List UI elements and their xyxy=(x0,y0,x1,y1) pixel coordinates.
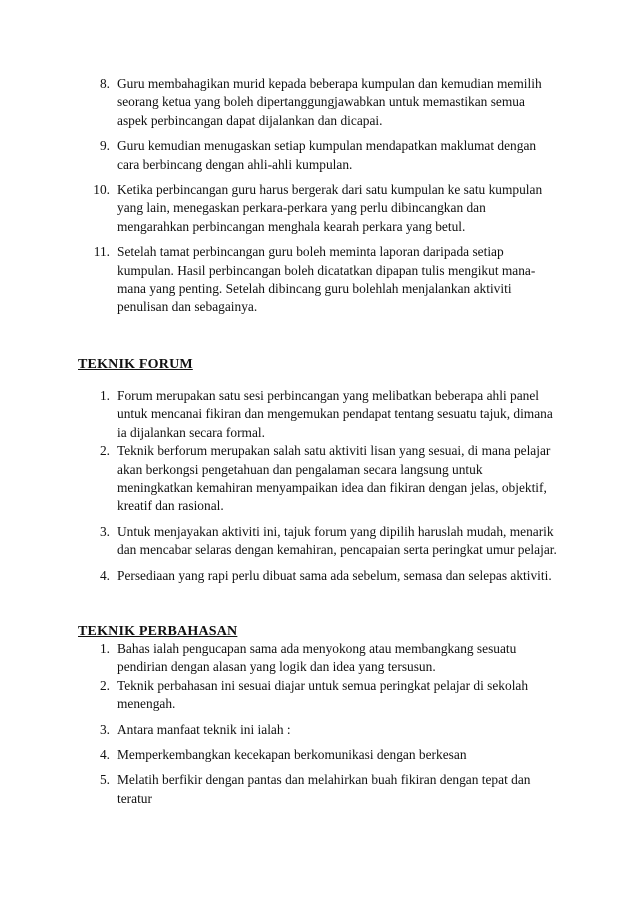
item-text: Guru membahagikan murid kepada beberapa kumpulan dan kemudian memilih seorang ketua yang boleh dipertanggungjawabkan untuk memastikan semua aspek perbincangan dapat dijalankan dan dicapai. xyxy=(117,76,542,128)
item-text: Guru kemudian menugaskan setiap kumpulan mendapatkan maklumat dengan cara berbincang dengan ahli-ahli kumpulan. xyxy=(117,138,537,172)
perbahasan-list xyxy=(0,640,638,808)
item-text: Ketika perbincangan guru harus bergerak dari satu kumpulan ke satu kumpulan yang lain, menegaskan perkara-perkara yang perlu dibincangkan dan mengarahkan perbincangan menghala kearah perkara yang betul. xyxy=(117,182,543,234)
list-item xyxy=(0,387,557,442)
list-item xyxy=(0,746,557,764)
item-text: Forum merupakan satu sesi perbincangan yang melibatkan beberapa ahli panel untuk mencanai fikiran dan mengemukan pendapat tentang sesuatu tajuk, dimana ia dijalankan secara formal. xyxy=(117,388,553,440)
list-item xyxy=(0,181,557,236)
item-text: Teknik perbahasan ini sesuai diajar untuk semua peringkat pelajar di sekolah menengah. xyxy=(117,677,529,712)
item-text: Teknik berforum merupakan salah satu aktiviti lisan yang sesuai, di mana pelajar akan berkongsi pengetahuan dan pengalaman secara langsung untuk meningkatkan kemahiran menyampaikan idea dan fikiran dengan jelas, objektif, kreatif dan rasional. xyxy=(117,443,551,514)
item-number: 1. xyxy=(99,641,110,656)
forum-heading: TEKNIK FORUM xyxy=(78,357,193,372)
list-item xyxy=(0,243,557,317)
list-item xyxy=(0,137,557,174)
item-text: Untuk menjayakan aktiviti ini, tajuk forum yang dipilih haruslah mudah, menarik dan mencabar selaras dengan kemahiran, pencapaian serta peringkat umur pelajar. xyxy=(117,523,557,558)
discussion-steps-list xyxy=(0,75,638,317)
perbahasan-section xyxy=(0,640,638,808)
item-number: 9. xyxy=(99,138,110,154)
list-item xyxy=(0,640,557,677)
list-item xyxy=(0,75,557,130)
item-number: 8. xyxy=(99,76,110,91)
item-number: 10. xyxy=(93,182,110,198)
forum-list xyxy=(0,387,638,585)
item-text: Persediaan yang rapi perlu dibuat sama ada sebelum, semasa dan selepas aktiviti. xyxy=(117,567,552,583)
item-number: 5. xyxy=(99,772,110,788)
item-number: 2. xyxy=(99,677,110,693)
list-item xyxy=(0,771,557,808)
list-item xyxy=(0,567,557,585)
item-number: 11. xyxy=(93,244,110,260)
item-text: Melatih berfikir dengan pantas dan melahirkan buah fikiran dengan tepat dan teratur xyxy=(117,772,531,806)
item-text: Memperkembangkan kecekapan berkomunikasi dengan berkesan xyxy=(117,747,467,763)
item-text: Setelah tamat perbincangan guru boleh meminta laporan daripada setiap kumpulan. Hasil perbincangan boleh dicatatkan dipapan tulis mengikut mana-mana yang penting. Setelah dibincang guru bolehlah menjalankan aktiviti penulisan dan sebagainya. xyxy=(117,244,536,315)
forum-section xyxy=(0,387,638,585)
item-number: 1. xyxy=(99,388,110,403)
list-item xyxy=(0,442,557,516)
item-number: 3. xyxy=(99,721,110,737)
item-number: 4. xyxy=(99,747,110,763)
list-item xyxy=(0,721,557,739)
item-number: 4. xyxy=(99,567,110,583)
item-number: 3. xyxy=(99,523,110,539)
list-item xyxy=(0,523,557,560)
discussion-steps-section xyxy=(0,75,638,317)
item-text: Antara manfaat teknik ini ialah : xyxy=(117,721,291,737)
item-number: 2. xyxy=(99,443,110,459)
perbahasan-heading: TEKNIK PERBAHASAN xyxy=(78,624,238,639)
item-text: Bahas ialah pengucapan sama ada menyokong atau membangkang sesuatu pendirian dengan alasan yang logik dan idea yang tersusun. xyxy=(117,641,517,675)
list-item xyxy=(0,677,557,714)
